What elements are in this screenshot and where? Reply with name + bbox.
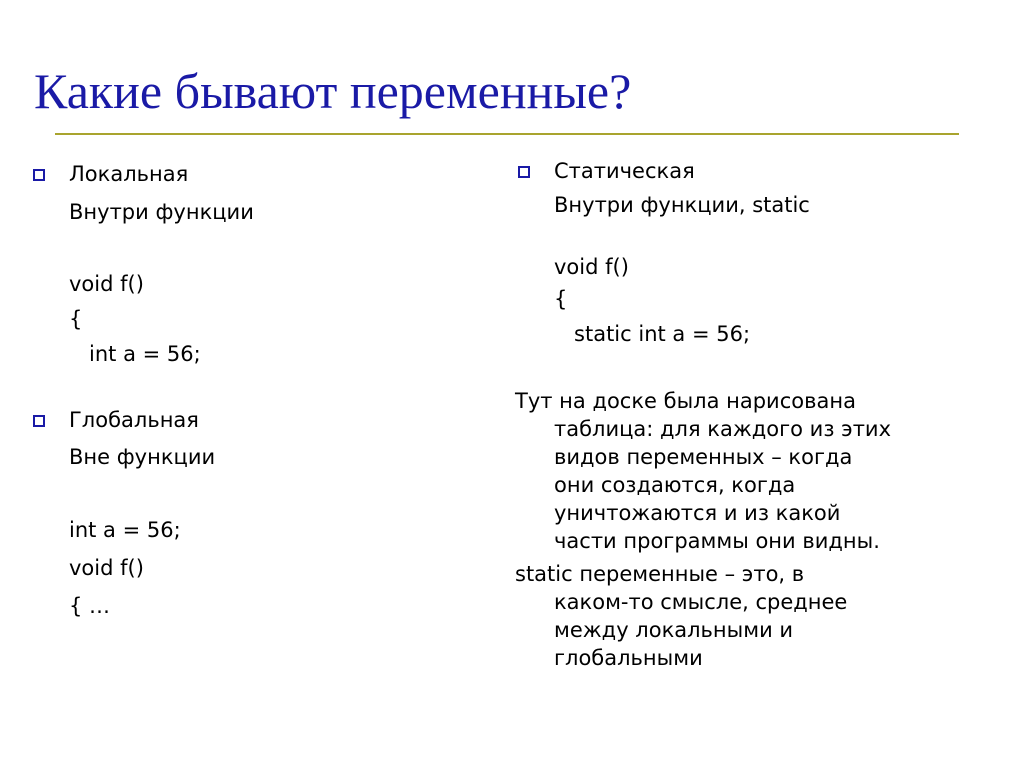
note2-line-4: глобальными bbox=[554, 646, 703, 670]
title-divider bbox=[55, 133, 959, 135]
global-code-line-2: void f() bbox=[69, 556, 144, 580]
static-code-line-3: static int a = 56; bbox=[554, 322, 751, 346]
note1-line-2: таблица: для каждого из этих bbox=[554, 417, 892, 441]
bullet-square-icon bbox=[33, 415, 45, 427]
slide-title: Какие бывают переменные? bbox=[34, 63, 632, 119]
static-code-line-1: void f() bbox=[554, 255, 629, 279]
global-code-line-3: { … bbox=[69, 594, 111, 618]
note1-line-3: видов переменных – когда bbox=[554, 445, 853, 469]
local-code-line-2: { bbox=[69, 307, 83, 331]
static-code-line-2: { bbox=[554, 287, 568, 311]
bullet-square-icon bbox=[33, 169, 45, 181]
note2-line-3: между локальными и bbox=[554, 618, 794, 642]
global-place: Вне функции bbox=[69, 445, 216, 469]
note1-line-5: уничтожаются и из какой bbox=[554, 501, 841, 525]
note1-line-4: они создаются, когда bbox=[554, 473, 796, 497]
local-code-line-1: void f() bbox=[69, 272, 144, 296]
note1-line-6: части программы они видны. bbox=[554, 529, 880, 553]
bullet-square-icon bbox=[518, 166, 530, 178]
local-place: Внутри функции bbox=[69, 200, 254, 224]
static-heading: Статическая bbox=[554, 159, 695, 183]
global-heading: Глобальная bbox=[69, 408, 199, 432]
note2-line-2: каком-то смысле, среднее bbox=[554, 590, 848, 614]
local-code-line-3: int a = 56; bbox=[69, 342, 201, 366]
global-code-line-1: int a = 56; bbox=[69, 518, 181, 542]
note1-line-1: Тут на доске была нарисована bbox=[515, 389, 856, 413]
note2-line-1: static переменные – это, в bbox=[515, 562, 805, 586]
local-heading: Локальная bbox=[69, 162, 189, 186]
static-place: Внутри функции, static bbox=[554, 193, 810, 217]
